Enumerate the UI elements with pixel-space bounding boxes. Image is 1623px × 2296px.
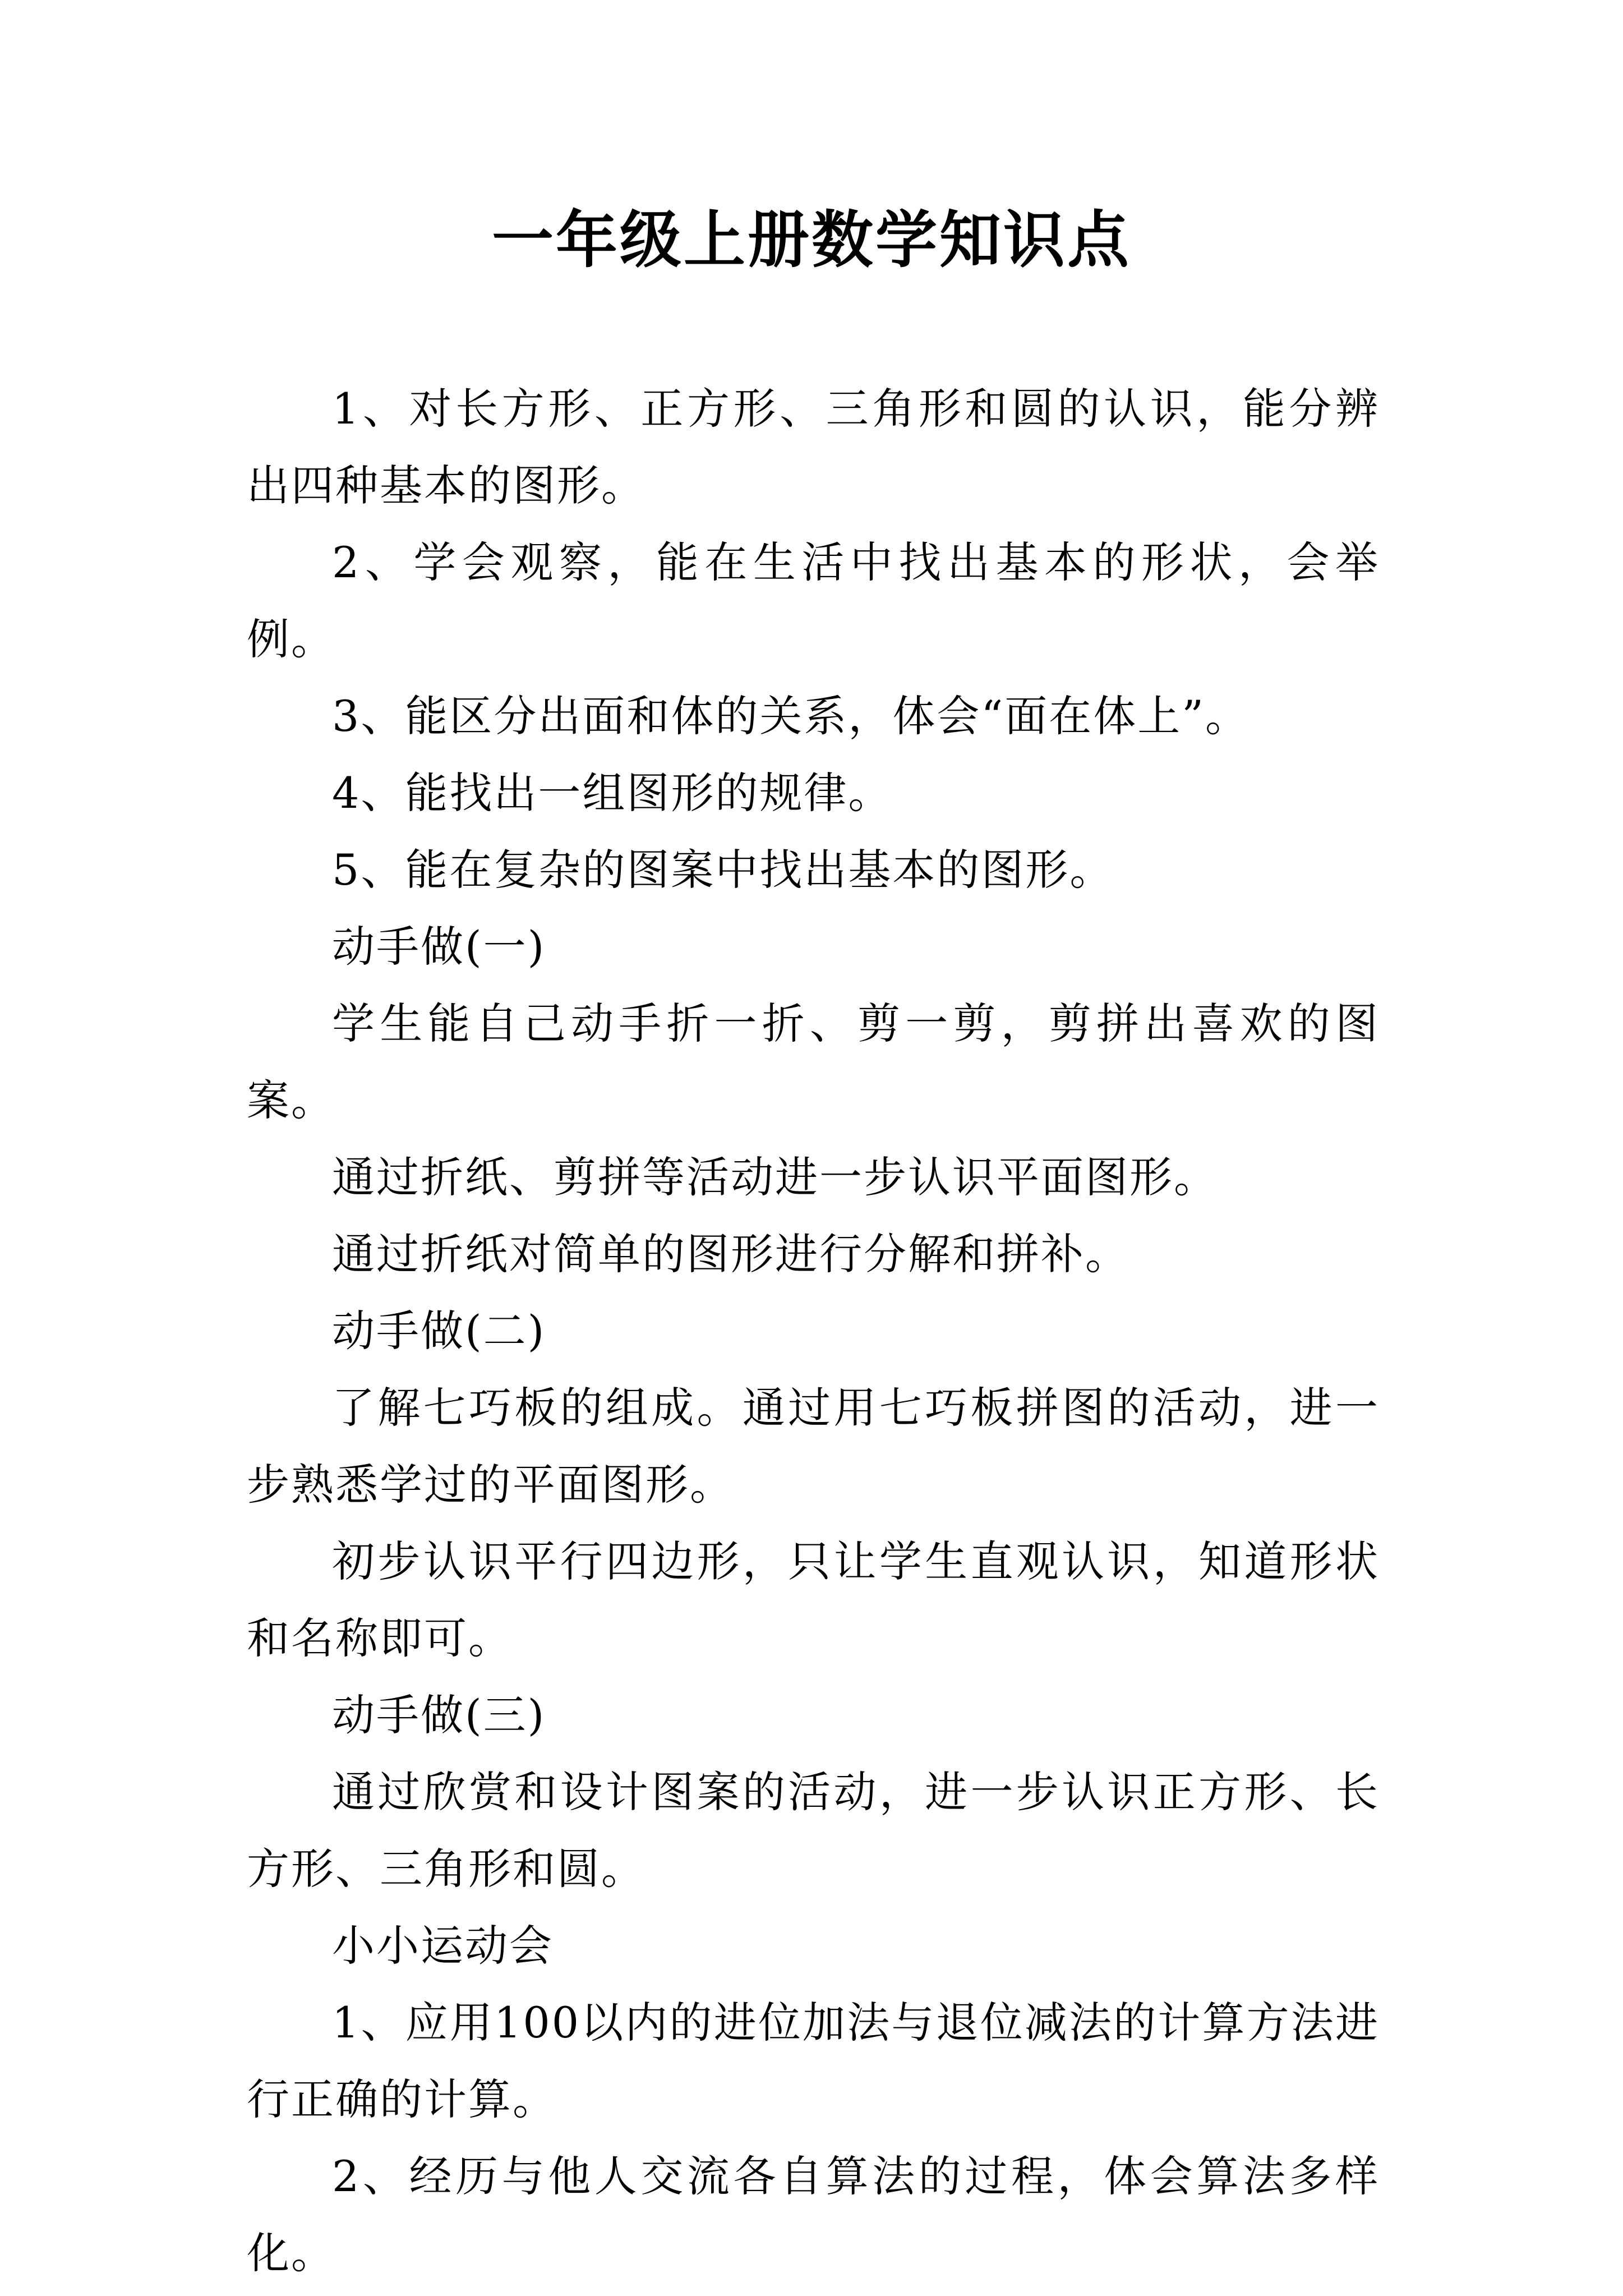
paragraph: 1、应用100以内的进位加法与退位减法的计算方法进行正确的计算。	[247, 1998, 1380, 2124]
paragraph: 3、能区分出面和体的关系，体会“面在体上”。	[332, 691, 1250, 741]
paragraph: 1、对长方形、正方形、三角形和圆的认识，能分辨出四种基本的图形。	[247, 384, 1380, 510]
paragraph: 2、经历与他人交流各自算法的过程，体会算法多样化。	[247, 2151, 1380, 2278]
paragraph: 初步认识平行四边形，只让学生直观认识，知道形状和名称即可。	[247, 1536, 1380, 1663]
section-heading: 小小运动会	[332, 1921, 554, 1971]
paragraph: 通过欣赏和设计图案的活动，进一步认识正方形、长方形、三角形和圆。	[247, 1767, 1380, 1894]
section-heading: 动手做(一)	[332, 922, 546, 972]
paragraph: 2、学会观察，能在生活中找出基本的形状，会举例。	[247, 537, 1380, 664]
document-body	[247, 370, 1380, 2292]
section-heading: 动手做(三)	[332, 1690, 546, 1740]
paragraph: 通过折纸对简单的图形进行分解和拼补。	[332, 1229, 1129, 1279]
document-title: 一年级上册数学知识点	[492, 204, 1131, 276]
paragraph: 通过折纸、剪拼等活动进一步认识平面图形。	[332, 1152, 1218, 1202]
section-heading: 动手做(二)	[332, 1306, 546, 1356]
paragraph: 5、能在复杂的图案中找出基本的图形。	[332, 845, 1114, 895]
paragraph: 学生能自己动手折一折、剪一剪，剪拼出喜欢的图案。	[247, 999, 1380, 1125]
paragraph: 4、能找出一组图形的规律。	[332, 768, 893, 818]
paragraph: 了解七巧板的组成。通过用七巧板拼图的活动，进一步熟悉学过的平面图形。	[247, 1383, 1380, 1510]
